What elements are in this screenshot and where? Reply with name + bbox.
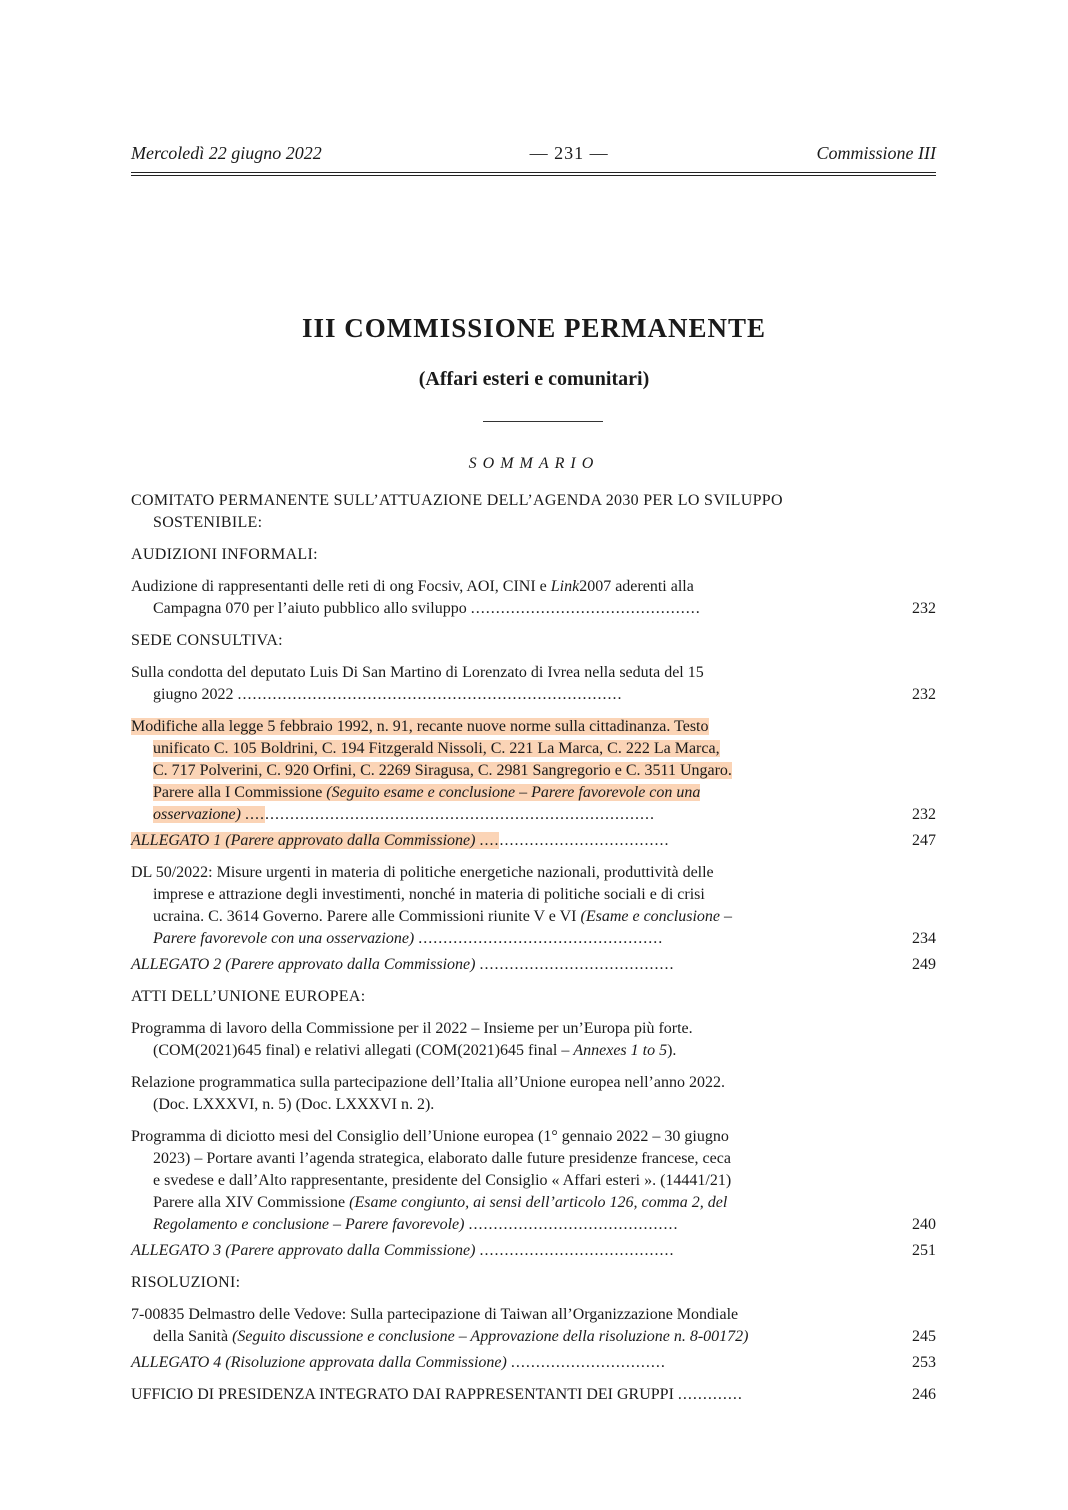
section-comitato xyxy=(131,490,936,534)
header-rule xyxy=(131,172,936,173)
highlighted-text: unificato C. 105 Boldrini, C. 194 Fitzgerald Nissoli, C. 221 La Marca, C. 222 La Marca, xyxy=(153,740,720,757)
entry-text-italic: ALLEGATO 2 (Parere approvato dalla Commissione) xyxy=(131,956,480,973)
toc-entry-cittadinanza[interactable] xyxy=(131,716,936,826)
sommario-heading: SOMMARIO xyxy=(468,455,600,472)
entry-text: 7-00835 Delmastro delle Vedove: Sulla partecipazione di Taiwan all’Organizzazione Mondiale xyxy=(131,1306,739,1323)
page-ref: 253 xyxy=(912,1354,936,1371)
header-page-number: — 231 — xyxy=(529,143,609,163)
entry-text: 2007 aderenti alla xyxy=(579,578,694,595)
leader-dots: .............................................. xyxy=(470,600,701,617)
page-ref: 232 xyxy=(912,600,936,617)
leader-dots: ....................................... xyxy=(479,1242,675,1259)
toc-entry-relazione-programmatica[interactable] xyxy=(131,1072,936,1116)
section-comitato-line2: SOSTENIBILE: xyxy=(153,514,263,531)
leader-dots: .... xyxy=(479,832,500,849)
highlighted-text-italic: (Seguito esame e conclusione – Parere favorevole con una xyxy=(326,784,701,801)
entry-text: Relazione programmatica sulla partecipazione dell’Italia all’Unione europea nell’anno 2022. xyxy=(131,1074,725,1091)
highlighted-text: Parere alla I Commissione xyxy=(153,784,327,801)
entry-text: imprese e attrazione degli investimenti, nonché in materia di politiche sociali e di crisi xyxy=(153,886,705,903)
entry-text: (Doc. LXXXVI, n. 5) (Doc. LXXXVI n. 2). xyxy=(153,1096,435,1113)
entry-text-italic: ALLEGATO 4 (Risoluzione approvata dalla Commissione) xyxy=(131,1354,511,1371)
page-ref: 234 xyxy=(912,930,936,947)
title-divider xyxy=(483,421,603,422)
toc-entry-condotta[interactable] xyxy=(131,662,936,706)
entry-text-italic: (Seguito discussione e conclusione – Approvazione della risoluzione n. 8-00172) xyxy=(232,1328,749,1345)
entry-text: e svedese e dall’Alto rappresentante, presidente del Consiglio « Affari esteri ». (14441/21) xyxy=(153,1172,732,1189)
leader-dots: .... xyxy=(244,806,265,823)
entry-text: Programma di lavoro della Commissione per il 2022 – Insieme per un’Europa più forte. xyxy=(131,1020,693,1037)
entry-text: ). xyxy=(667,1042,677,1059)
toc-entry-programma-lavoro[interactable] xyxy=(131,1018,936,1062)
section-audizioni: AUDIZIONI INFORMALI: xyxy=(131,546,318,563)
entry-text-italic: (Esame e conclusione – xyxy=(580,908,732,925)
toc-entry-allegato-4[interactable] xyxy=(131,1352,936,1374)
entry-text-italic: Link xyxy=(550,578,580,595)
leader-dots: ....................................... xyxy=(479,956,675,973)
page-title: III COMMISSIONE PERMANENTE xyxy=(301,313,767,343)
toc-entry-audizione[interactable] xyxy=(131,576,936,620)
leader-dots: .......................................... xyxy=(468,1216,679,1233)
leader-dots: ............. xyxy=(677,1386,743,1403)
toc-entry-allegato-3[interactable] xyxy=(131,1240,936,1262)
entry-text: DL 50/2022: Misure urgenti in materia di politiche energetiche nazionali, produttività delle xyxy=(131,864,714,881)
table-of-contents xyxy=(131,490,936,1406)
entry-text: ucraina. C. 3614 Governo. Parere alle Commissioni riunite V e VI xyxy=(153,908,581,925)
toc-entry-delmastro[interactable] xyxy=(131,1304,936,1348)
entry-text: della Sanità xyxy=(153,1328,233,1345)
page-ref: 249 xyxy=(912,956,936,973)
leader-dots: ............................................................................. xyxy=(237,686,623,703)
leader-dots: .................................. xyxy=(499,832,670,849)
page-ref: 232 xyxy=(912,686,936,703)
highlighted-text: Modifiche alla legge 5 febbraio 1992, n. 91, recante nuove norme sulla cittadinanza. Testo xyxy=(131,718,709,735)
entry-text: Programma di diciotto mesi del Consiglio dell’Unione europea (1° gennaio 2022 – 30 giugno xyxy=(131,1128,729,1145)
entry-text-italic: Parere favorevole con una osservazione) xyxy=(153,930,419,947)
page-ref: 246 xyxy=(912,1386,936,1403)
page-ref: 232 xyxy=(912,806,936,823)
page-ref: 247 xyxy=(912,832,936,849)
leader-dots: ............................... xyxy=(510,1354,666,1371)
section-risoluzioni: RISOLUZIONI: xyxy=(131,1274,241,1291)
entry-text: giugno 2022 xyxy=(153,686,238,703)
toc-entry-allegato-1[interactable] xyxy=(131,830,936,852)
header-date: Mercoledì 22 giugno 2022 xyxy=(131,143,322,163)
entry-text: 2023) – Portare avanti l’agenda strategica, elaborato dalle future presidenze francese, ceca xyxy=(153,1150,731,1167)
section-sede-consultiva: SEDE CONSULTIVA: xyxy=(131,632,283,649)
highlighted-text-italic: ALLEGATO 1 (Parere approvato dalla Commissione) xyxy=(131,832,480,849)
highlighted-text: C. 717 Polverini, C. 920 Orfini, C. 2269 Siragusa, C. 2981 Sangregorio e C. 3511 Ungaro. xyxy=(153,762,732,779)
section-comitato-line1: COMITATO PERMANENTE SULL’ATTUAZIONE DELL’AGENDA 2030 PER LO SVILUPPO xyxy=(131,492,783,509)
leader-dots: ................................................. xyxy=(418,930,664,947)
page-ref: 245 xyxy=(912,1328,936,1345)
toc-entry-programma-diciotto-mesi[interactable] xyxy=(131,1126,936,1236)
entry-text-italic: Regolamento e conclusione – Parere favorevole) xyxy=(153,1216,469,1233)
header-rule-second xyxy=(131,175,936,176)
page-ref: 251 xyxy=(912,1242,936,1259)
section-atti-ue: ATTI DELL’UNIONE EUROPEA: xyxy=(131,988,366,1005)
entry-text-italic: (Esame congiunto, ai sensi dell’articolo 126, comma 2, del xyxy=(349,1194,728,1211)
page-ref: 240 xyxy=(912,1216,936,1233)
entry-text: UFFICIO DI PRESIDENZA INTEGRATO DAI RAPPRESENTANTI DEI GRUPPI xyxy=(131,1386,678,1403)
toc-entry-allegato-2[interactable] xyxy=(131,954,936,976)
entry-text-italic: Annexes 1 to 5 xyxy=(573,1042,668,1059)
entry-text-italic: ALLEGATO 3 (Parere approvato dalla Commissione) xyxy=(131,1242,480,1259)
entry-text: Sulla condotta del deputato Luis Di San Martino di Lorenzato di Ivrea nella seduta del 15 xyxy=(131,664,704,681)
entry-text: (COM(2021)645 final) e relativi allegati (COM(2021)645 final – xyxy=(153,1042,574,1059)
header-commission: Commissione III xyxy=(816,143,936,163)
toc-entry-dl-50-2022[interactable] xyxy=(131,862,936,950)
entry-text: Campagna 070 per l’aiuto pubblico allo sviluppo xyxy=(153,600,471,617)
leader-dots: .............................................................................. xyxy=(264,806,655,823)
page-subtitle: (Affari esteri e comunitari) xyxy=(418,368,650,390)
toc-entry-ufficio-presidenza[interactable] xyxy=(131,1384,936,1406)
entry-text: Audizione di rappresentanti delle reti di ong Focsiv, AOI, CINI e xyxy=(131,578,551,595)
highlighted-text-italic: osservazione) xyxy=(153,806,245,823)
entry-text: Parere alla XIV Commissione xyxy=(153,1194,350,1211)
running-header xyxy=(131,143,936,164)
